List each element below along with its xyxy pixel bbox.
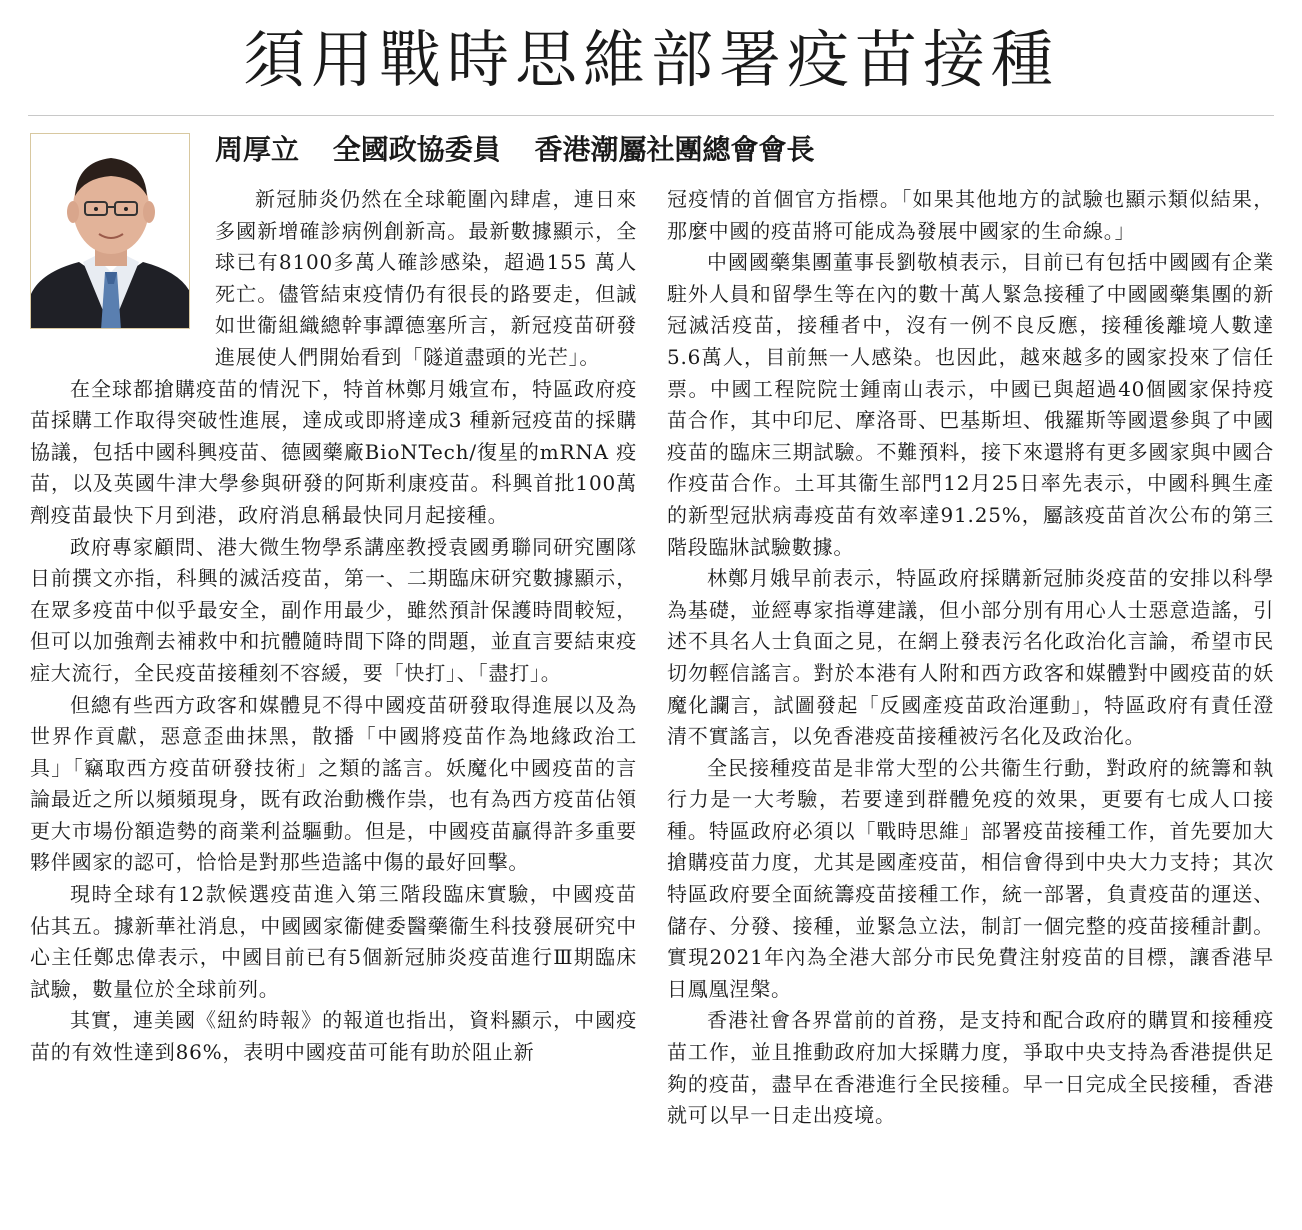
header-divider bbox=[28, 115, 1274, 116]
photo-spacer bbox=[30, 184, 215, 358]
author-role-1: 全國政協委員 bbox=[332, 133, 501, 166]
paragraph: 全民接種疫苗是非常大型的公共衞生行動，對政府的統籌和執行力是一大考驗，若要達到群體免疫的效果，更要有七成人口接種。特區政府必須以「戰時思維」部署疫苗接種工作，首先要加大搶購疫苗力度，尤其是國產疫苗，相信會得到中央大力支持；其次特區政府要全面統籌疫苗接種工作，統一部署，負責疫苗的運送、儲存、分發、接種，並緊急立法，制訂一個完整的疫苗接種計劃。實現2021年內為全港大部分市民免費注射疫苗的目標，讓香港早日鳳凰涅槃。 bbox=[667, 755, 1274, 1001]
author-name: 周厚立 bbox=[215, 133, 300, 166]
paragraph: 中國國藥集團董事長劉敬楨表示，目前已有包括中國國有企業駐外人員和留學生等在內的數十萬人緊急接種了中國國藥集團的新冠滅活疫苗，接種者中，沒有一例不良反應，接種後離境人數達5.6萬人，目前無一人感染。也因此，越來越多的國家投來了信任票。中國工程院院士鍾南山表示，中國已與超過40個國家保持疫苗合作，其中印尼、摩洛哥、巴基斯坦、俄羅斯等國還參與了中國疫苗的臨床三期試驗。不難預料，接下來還將有更多國家與中國合作疫苗合作。土耳其衞生部門12月25日率先表示，中國科興生產的新型冠狀病毒疫苗有效率達91.25%，屬該疫苗首次公布的第三階段臨牀試驗數據。 bbox=[667, 250, 1274, 559]
paragraph: 但總有些西方政客和媒體見不得中國疫苗研發取得進展以及為世界作貢獻，惡意歪曲抹黑，散播「中國將疫苗作為地緣政治工具」「竊取西方疫苗研發技術」之類的謠言。妖魔化中國疫苗的言論最近之所以頻頻現身，既有政治動機作祟，也有為西方疫苗佔領更大市場份額造勢的商業利益驅動。但是，中國疫苗贏得許多重要夥伴國家的認可，恰恰是對那些造謠中傷的最好回擊。 bbox=[30, 692, 637, 875]
paragraph: 政府專家顧問、港大微生物學系講座教授袁國勇聯同研究團隊日前撰文亦指，科興的滅活疫苗，第一、二期臨床研究數據顯示，在眾多疫苗中似乎最安全，副作用最少，雖然預計保護時間較短，但可以加強劑去補救中和抗體隨時間下降的問題，並直言要結束疫症大流行，全民疫苗接種刻不容緩，要「快打」、「盡打」。 bbox=[30, 534, 637, 685]
paragraph: 林鄭月娥早前表示，特區政府採購新冠肺炎疫苗的安排以科學為基礎，並經專家指導建議，但小部分別有用心人士惡意造謠，引述不具名人士負面之見，在網上發表污名化政治化言論，希望市民切勿輕信謠言。對於本港有人附和西方政客和媒體對中國疫苗的妖魔化讕言，試圖發起「反國產疫苗政治運動」，特區政府有責任澄清不實謠言，以免香港疫苗接種被污名化及政治化。 bbox=[667, 566, 1274, 749]
paragraph: 其實，連美國《紐約時報》的報道也指出，資料顯示，中國疫苗的有效性達到86%，表明中國疫苗可能有助於阻止新 bbox=[30, 1008, 637, 1065]
author-role-2: 香港潮屬社團總會會長 bbox=[534, 133, 815, 166]
paragraph: 現時全球有12款候選疫苗進入第三階段臨床實驗，中國疫苗佔其五。據新華社消息，中國國家衞健委醫藥衞生科技發展研究中心主任鄭忠偉表示，中國目前已有5個新冠肺炎疫苗進行Ⅲ期臨床試驗，數量位於全球前列。 bbox=[30, 882, 637, 1001]
paragraph: 冠疫情的首個官方指標。「如果其他地方的試驗也顯示類似結果，那麼中國的疫苗將可能成為發展中國家的生命線。」 bbox=[667, 187, 1274, 243]
headline: 須用戰時思維部署疫苗接種 bbox=[242, 23, 1059, 96]
paragraph: 在全球都搶購疫苗的情況下，特首林鄭月娥宣布，特區政府疫苗採購工作取得突破性進展，達成或即將達成3 種新冠疫苗的採購協議，包括中國科興疫苗、德國藥廠BioNTech/復星的mRNA 疫苗，以及英國牛津大學參與研發的阿斯利康疫苗。科興首批100萬劑疫苗最快下月到港，政府消息稱最快同月起接種。 bbox=[30, 376, 637, 527]
byline bbox=[215, 128, 839, 172]
left-column-body bbox=[30, 184, 637, 1069]
paragraph: 新冠肺炎仍然在全球範圍內肆虐，連日來多國新增確診病例創新高。最新數據顯示，全球已有8100多萬人確診感染，超過155 萬人死亡。儘管結束疫情仍有很長的路要走，但誠如世衞組織總幹事譚德塞所言，新冠疫苗研發進展使人們開始看到「隧道盡頭的光芒」。 bbox=[215, 187, 637, 369]
paragraph: 香港社會各界當前的首務，是支持和配合政府的購買和接種疫苗工作，並且推動政府加大採購力度，爭取中央支持為香港提供足夠的疫苗，盡早在香港進行全民接種。早一日完成全民接種，香港就可以早一日走出疫境。 bbox=[667, 1008, 1274, 1128]
right-column bbox=[667, 184, 1274, 1132]
